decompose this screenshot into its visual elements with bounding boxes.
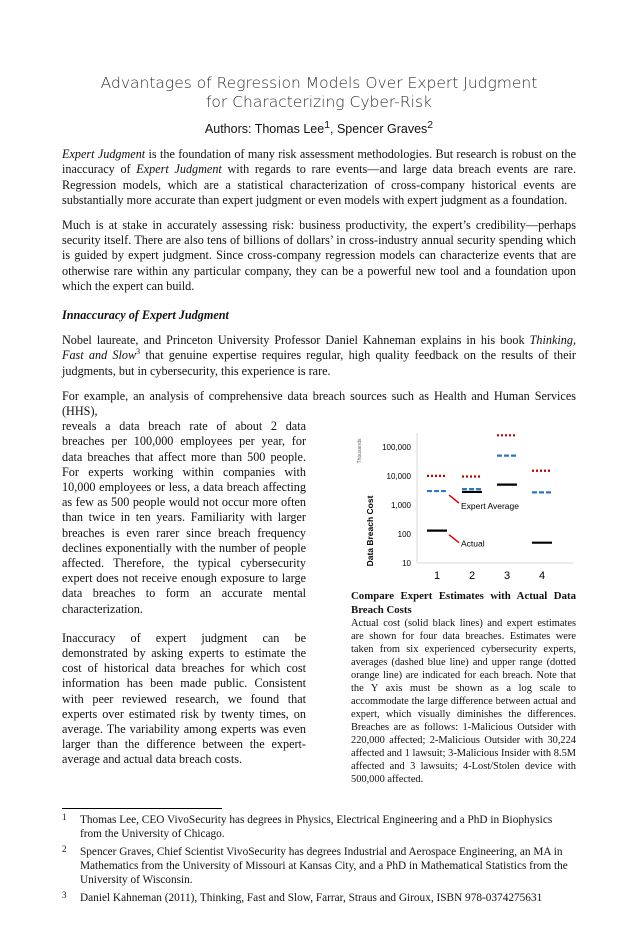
author-1: Authors: Thomas Lee [204,122,325,137]
section-heading: Innaccuracy of Expert Judgment [62,307,229,322]
y-axis-label: Data Breach Cost [365,495,375,567]
x-tick-label: 1 [433,570,441,582]
two-column-section [62,419,576,786]
title-line-1: Advantages of Regression Models Over Expert Judgment [100,74,538,92]
paragraph-rate: reveals a data breach rate of about 2 data breaches per 100,000 employees per year, for data breaches that affect more than 500 people. For experts working within companies with 10,000 employees or less, a data breach affecting as few as 500 people would not occur more often than twice in ten years. Familiarity with larger breaches is even rarer since breach frequency declines exponentially with the number of people affected. Therefore, the typical cybersecurity expert does not receive enough exposure to large data breaches to form an accurate mental characterization. [62,419,306,616]
title-line-2: for Characterizing Cyber-Risk [205,93,433,111]
paragraph-stakes: Much is at stake in accurately assessing risk: business productivity, the expert’s credibility—perhaps security itself. There are also tens of billions of dollars’ in cross-industry annual security spending which is guided by expert judgment. Since cross-company regression models can characterize events that are otherwise rare within any particular company, they can be a powerful new tool and a foundation upon which the expert can build. [62,217,576,293]
left-column [62,419,306,786]
footnote-text: Spencer Graves, Chief Scientist VivoSecurity has degrees Industrial and Aerospace Engineering, an MA in Mathematics from the University of Missouri at Kansas City, and a PhD in Mathematical Statistics from the University of Wisconsin. [80,846,568,887]
text: Nobel laureate, and Princeton University Professor Daniel Kahneman explains in his book [62,333,530,348]
breach-cost-chart [351,421,576,581]
author-2: , Spencer Graves [330,122,428,137]
paper-title [62,74,576,112]
paragraph-kahneman [62,333,576,379]
annotation-expert-average: Expert Average [461,501,519,512]
text: that genuine expertise requires regular, high quality feedback on the results of their judgments, but in cybersecurity, this experience is rare. [62,348,576,378]
footnote-2 [62,845,576,887]
x-tick-label: 2 [468,570,476,582]
arrow-actual [449,535,459,543]
x-tick-label: 3 [503,570,511,582]
annotation-actual: Actual [461,538,485,549]
paragraph-intro [62,147,576,208]
footnote-ref: 1 [324,120,330,131]
y-tick-label: 10 [402,559,411,569]
y-tick-label: 100,000 [382,443,411,453]
footnote-3 [62,891,576,905]
footnote-divider [62,808,222,809]
footnote-text: Daniel Kahneman (2011), Thinking, Fast and Slow, Farrar, Straus and Giroux, ISBN 978-0374275631 [80,892,543,905]
footnote-1 [62,813,576,841]
footnote-mark: 2 [62,844,67,855]
text: is the foundation of many risk assessment methodologies. But research is robust on the inaccuracy of [62,147,576,177]
footnote-text: Thomas Lee, CEO VivoSecurity has degrees in Physics, Electrical Engineering and a PhD in Biophysics from the University of Chicago. [80,814,553,841]
figure [351,419,576,786]
footnote-ref: 3 [136,347,141,357]
authors [62,118,576,137]
y-tick-label: 1,000 [390,501,411,511]
em: Thinking, Fast and Slow [62,333,576,363]
figure-caption [351,589,576,786]
x-tick-label: 4 [538,570,546,582]
y-tick-label: 10,000 [386,472,411,482]
text: with regards to rare events—and large data breach events are rare. Regression models, which are a statistical characterization of cross-company historical events are substantially more accurate than expert judgment or even models with expert judgment as a foundation. [62,162,576,207]
footnote-mark: 3 [62,890,67,901]
paragraph-inaccuracy: Inaccuracy of expert judgment can be demonstrated by asking experts to estimate the cost of historical data breaches for which cost information has been made public. Consistent with peer reviewed research, we found that experts over estimated risk by twenty times, on average. The variability among experts was even larger than the difference between the expert-average and actual data breach costs. [62,630,306,767]
em: Expert Judgment [62,147,146,162]
footnote-mark: 1 [62,812,67,823]
footnote-ref: 2 [427,120,434,131]
arrow-expert-average [449,495,459,503]
paragraph-example: For example, an analysis of comprehensive data breach sources such as Health and Human Services (HHS), [62,388,576,418]
caption-title: Compare Expert Estimates with Actual Data Breach Costs [351,590,576,617]
y-tick-label: 100 [397,530,411,540]
em: Expert Judgment [136,162,222,177]
y-unit-label: Thousands [357,438,363,464]
caption-body: Actual cost (solid black lines) and expert estimates are shown for four data breaches. Estimates were taken from six experienced cybersecurity experts, averages (dashed blue line) and upper range (dotted orange line) are indicated for each breach. Note that the Y axis must be shown as a log scale to accommodate the large difference between actual and expert, which visually diminishes the differences. Breaches are as follows: 1-Malicious Outsider with 220,000 affected; 2-Malicious Outsider with 30,224 affected and 1 lawsuit; 3-Malicious Insider with 8.5M affected and 3 lawsuits; 4-Lost/Stolen device with 500,000 affected. [351,618,576,786]
